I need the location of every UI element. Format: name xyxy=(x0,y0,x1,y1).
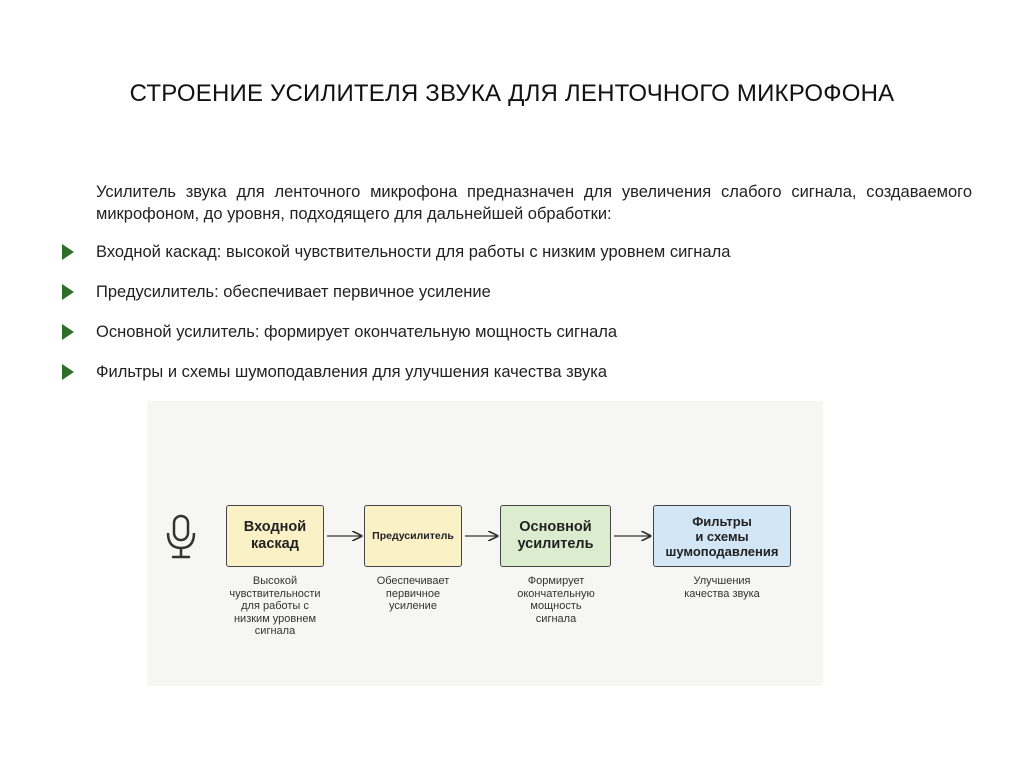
bullet-text: Основной усилитель: формирует окончательную мощность сигнала xyxy=(96,323,618,341)
stage-label: Фильтры и схемы шумоподавления xyxy=(665,513,779,559)
bullet-text: Предусилитель: обеспечивает первичное усиление xyxy=(96,283,491,301)
triangle-bullet-icon xyxy=(62,244,74,260)
stage-input-cascade xyxy=(226,505,324,567)
stage-description: Высокой чувствительности для работы с низким уровнем сигнала xyxy=(229,575,321,637)
triangle-bullet-icon xyxy=(62,364,74,380)
slide-title: СТРОЕНИЕ УСИЛИТЕЛЯ ЗВУКА ДЛЯ ЛЕНТОЧНОГО МИКРОФОНА xyxy=(129,80,895,107)
stage-label: Предусилитель xyxy=(372,530,454,542)
stage-description: Обеспечивает первичное усиление xyxy=(376,575,450,612)
stage-description: Формирует окончательную мощность сигнала xyxy=(517,575,595,625)
bullet-item xyxy=(60,321,960,361)
bullet-text: Фильтры и схемы шумоподавления для улучшения качества звука xyxy=(96,363,608,381)
triangle-bullet-icon xyxy=(62,324,74,340)
stage-description: Улучшения качества звука xyxy=(684,575,760,600)
stage-noise-filters xyxy=(653,505,791,567)
bullet-text: Входной каскад: высокой чувствительности для работы с низким уровнем сигнала xyxy=(96,243,731,261)
amplifier-block-diagram xyxy=(147,401,823,686)
stage-preamplifier xyxy=(364,505,462,567)
stage-label: Входной каскад xyxy=(243,519,307,552)
bullet-item xyxy=(60,361,960,401)
bullet-item xyxy=(60,241,960,281)
intro-paragraph: Усилитель звука для ленточного микрофона предназначен для увеличения слабого сигнала, создаваемого микрофоном, до уровня, подходящего для дальнейшей обработки: xyxy=(96,183,972,223)
bullet-item xyxy=(60,281,960,321)
stage-main-amplifier xyxy=(500,505,611,567)
stage-label: Основной усилитель xyxy=(517,519,594,552)
bullet-list xyxy=(60,241,960,401)
triangle-bullet-icon xyxy=(62,284,74,300)
